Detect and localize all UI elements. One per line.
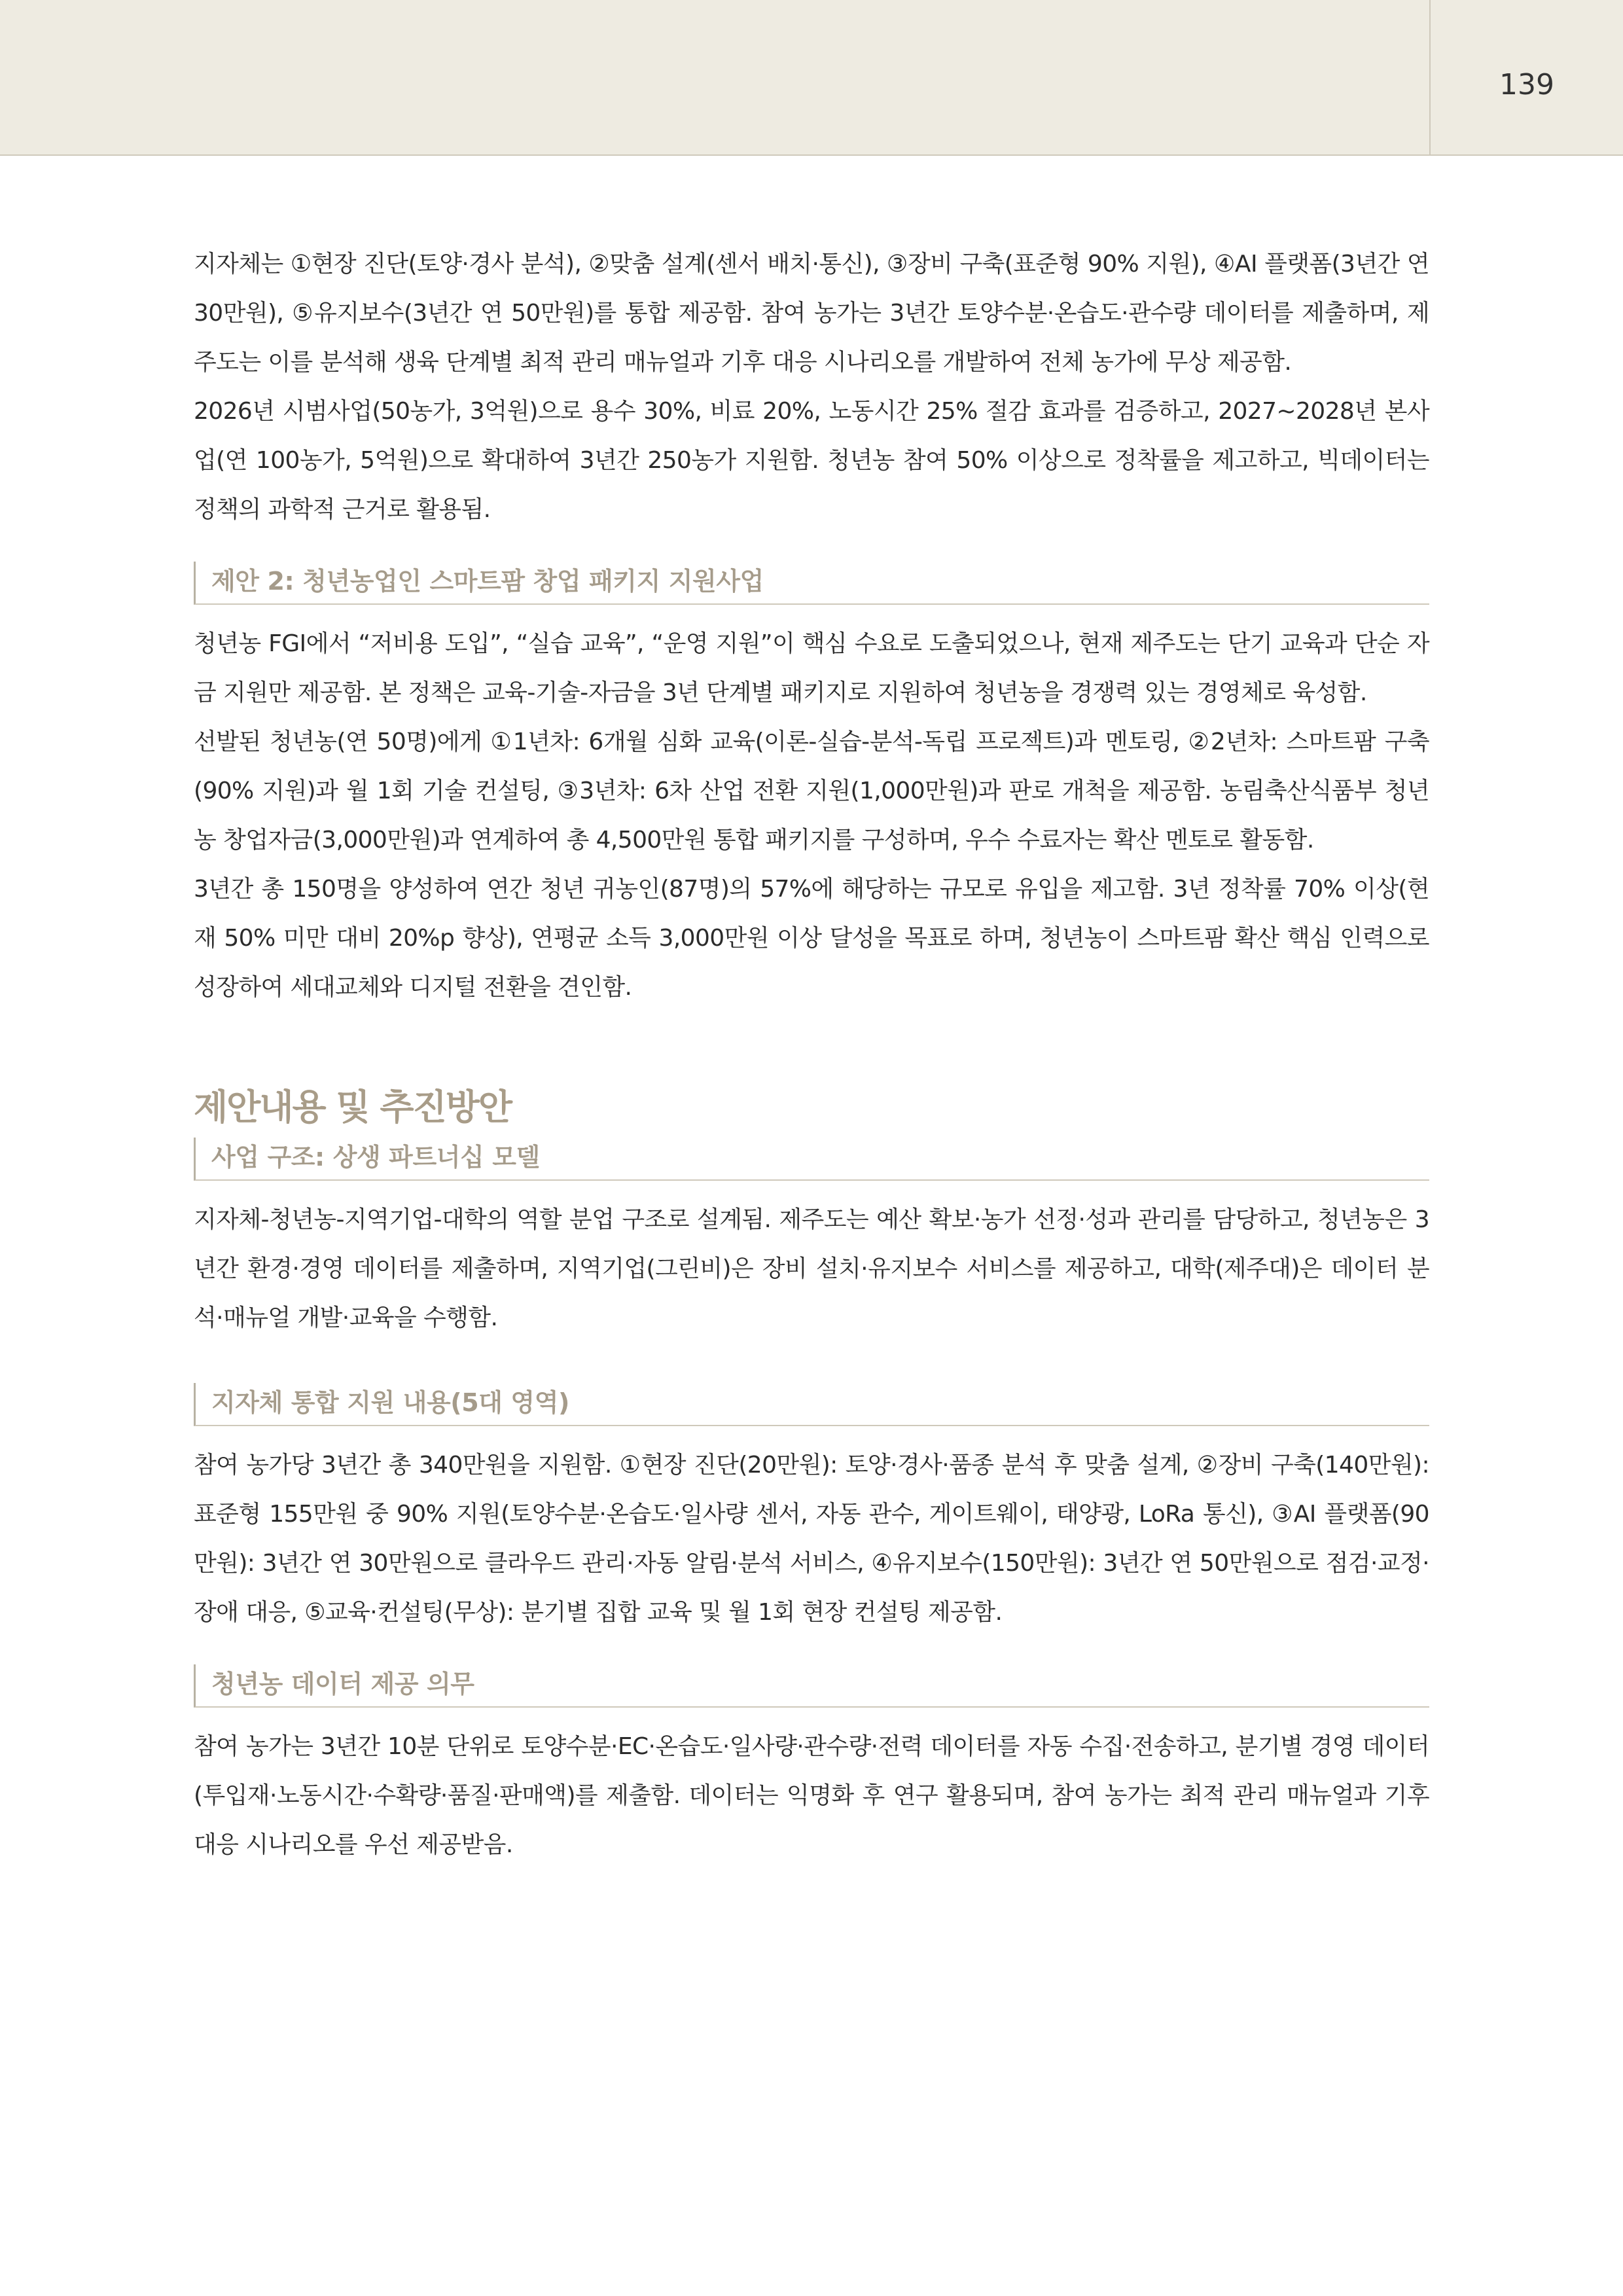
body-paragraph: 청년농 FGI에서 “저비용 도입”, “실습 교육”, “운영 지원”이 핵심 수요로 도출되었으나, 현재 제주도는 단기 교육과 단순 자금 지원만 제공함. 본 정책은 교육-기술-자금을 3년 단계별 패키지로 지원하여 청년농을 경쟁력 있는 경영체로 육성함. bbox=[194, 630, 1429, 706]
structure-block bbox=[194, 1195, 1429, 1342]
body-paragraph: 참여 농가당 3년간 총 340만원을 지원함. ①현장 진단(20만원): 토양·경사·품종 분석 후 맞춤 설계, ②장비 구축(140만원): 표준형 155만원 중 90% 지원(토양수분·온습도·일사량 센서, 자동 관수, 게이트웨이, 태양광, LoRa 통신), ③AI 플랫폼(90만원): 3년간 연 30만원으로 클라우드 관리·자동 알림·분석 서비스, ④유지보수(150만원): 3년간 연 50만원으로 점검·교정·장애 대응, ⑤교육·컨설팅(무상): 분기별 집합 교육 및 월 1회 현장 컨설팅 제공함. bbox=[194, 1452, 1429, 1626]
body-paragraph: 선발된 청년농(연 50명)에게 ①1년차: 6개월 심화 교육(이론-실습-분석-독립 프로젝트)과 멘토링, ②2년차: 스마트팜 구축(90% 지원)과 월 1회 기술 컨설팅, ③3년차: 6차 산업 전환 지원(1,000만원)과 판로 개척을 제공함. 농림축산식품부 청년농 창업자금(3,000만원)과 연계하여 총 4,500만원 통합 패키지를 구성하며, 우수 수료자는 확산 멘토로 활동함. bbox=[194, 728, 1429, 853]
data-duty-block bbox=[194, 1722, 1429, 1869]
page-header-band bbox=[0, 0, 1623, 156]
support-block bbox=[194, 1441, 1429, 1637]
proposal-2-heading: 제안 2: 청년농업인 스마트팜 창업 패키지 지원사업 bbox=[194, 562, 1429, 605]
page-body bbox=[194, 240, 1429, 1869]
body-paragraph: 참여 농가는 3년간 10분 단위로 토양수분·EC·온습도·일사량·관수량·전력 데이터를 자동 수집·전송하고, 분기별 경영 데이터(투입재·노동시간·수확량·품질·판매액)를 제출함. 데이터는 익명화 후 연구 활용되며, 참여 농가는 최적 관리 매뉴얼과 기후 대응 시나리오를 우선 제공받음. bbox=[194, 1733, 1429, 1858]
proposal-2-block bbox=[194, 619, 1429, 1012]
body-paragraph: 지자체-청년농-지역기업-대학의 역할 분업 구조로 설계됨. 제주도는 예산 확보·농가 선정·성과 관리를 담당하고, 청년농은 3년간 환경·경영 데이터를 제출하며, 지역기업(그린비)은 장비 설치·유지보수 서비스를 제공하고, 대학(제주대)은 데이터 분석·매뉴얼 개발·교육을 수행함. bbox=[194, 1206, 1429, 1331]
data-duty-heading: 청년농 데이터 제공 의무 bbox=[194, 1664, 1429, 1708]
section-title: 제안내용 및 추진방안 bbox=[194, 1086, 512, 1128]
intro-block bbox=[194, 240, 1429, 534]
structure-heading: 사업 구조: 상생 파트너십 모델 bbox=[194, 1138, 1429, 1181]
body-paragraph: 지자체는 ①현장 진단(토양·경사 분석), ②맞춤 설계(센서 배치·통신), ③장비 구축(표준형 90% 지원), ④AI 플랫폼(3년간 연 30만원), ⑤유지보수(3년간 연 50만원)를 통합 제공함. 참여 농가는 3년간 토양수분·온습도·관수량 데이터를 제출하며, 제주도는 이를 분석해 생육 단계별 최적 관리 매뉴얼과 기후 대응 시나리오를 개발하여 전체 농가에 무상 제공함. bbox=[194, 251, 1429, 376]
body-paragraph: 2026년 시범사업(50농가, 3억원)으로 용수 30%, 비료 20%, 노동시간 25% 절감 효과를 검증하고, 2027~2028년 본사업(연 100농가, 5억원)으로 확대하여 3년간 250농가 지원함. 청년농 참여 50% 이상으로 정착률을 제고하고, 빅데이터는 정책의 과학적 근거로 활용됨. bbox=[194, 398, 1429, 523]
support-heading: 지자체 통합 지원 내용(5대 영역) bbox=[194, 1383, 1429, 1426]
page-number: 139 bbox=[1499, 68, 1554, 101]
body-paragraph: 3년간 총 150명을 양성하여 연간 청년 귀농인(87명)의 57%에 해당하는 규모로 유입을 제고함. 3년 정착률 70% 이상(현재 50% 미만 대비 20%p 향상), 연평균 소득 3,000만원 이상 달성을 목표로 하며, 청년농이 스마트팜 확산 핵심 인력으로 성장하여 세대교체와 디지털 전환을 견인함. bbox=[194, 876, 1429, 1001]
